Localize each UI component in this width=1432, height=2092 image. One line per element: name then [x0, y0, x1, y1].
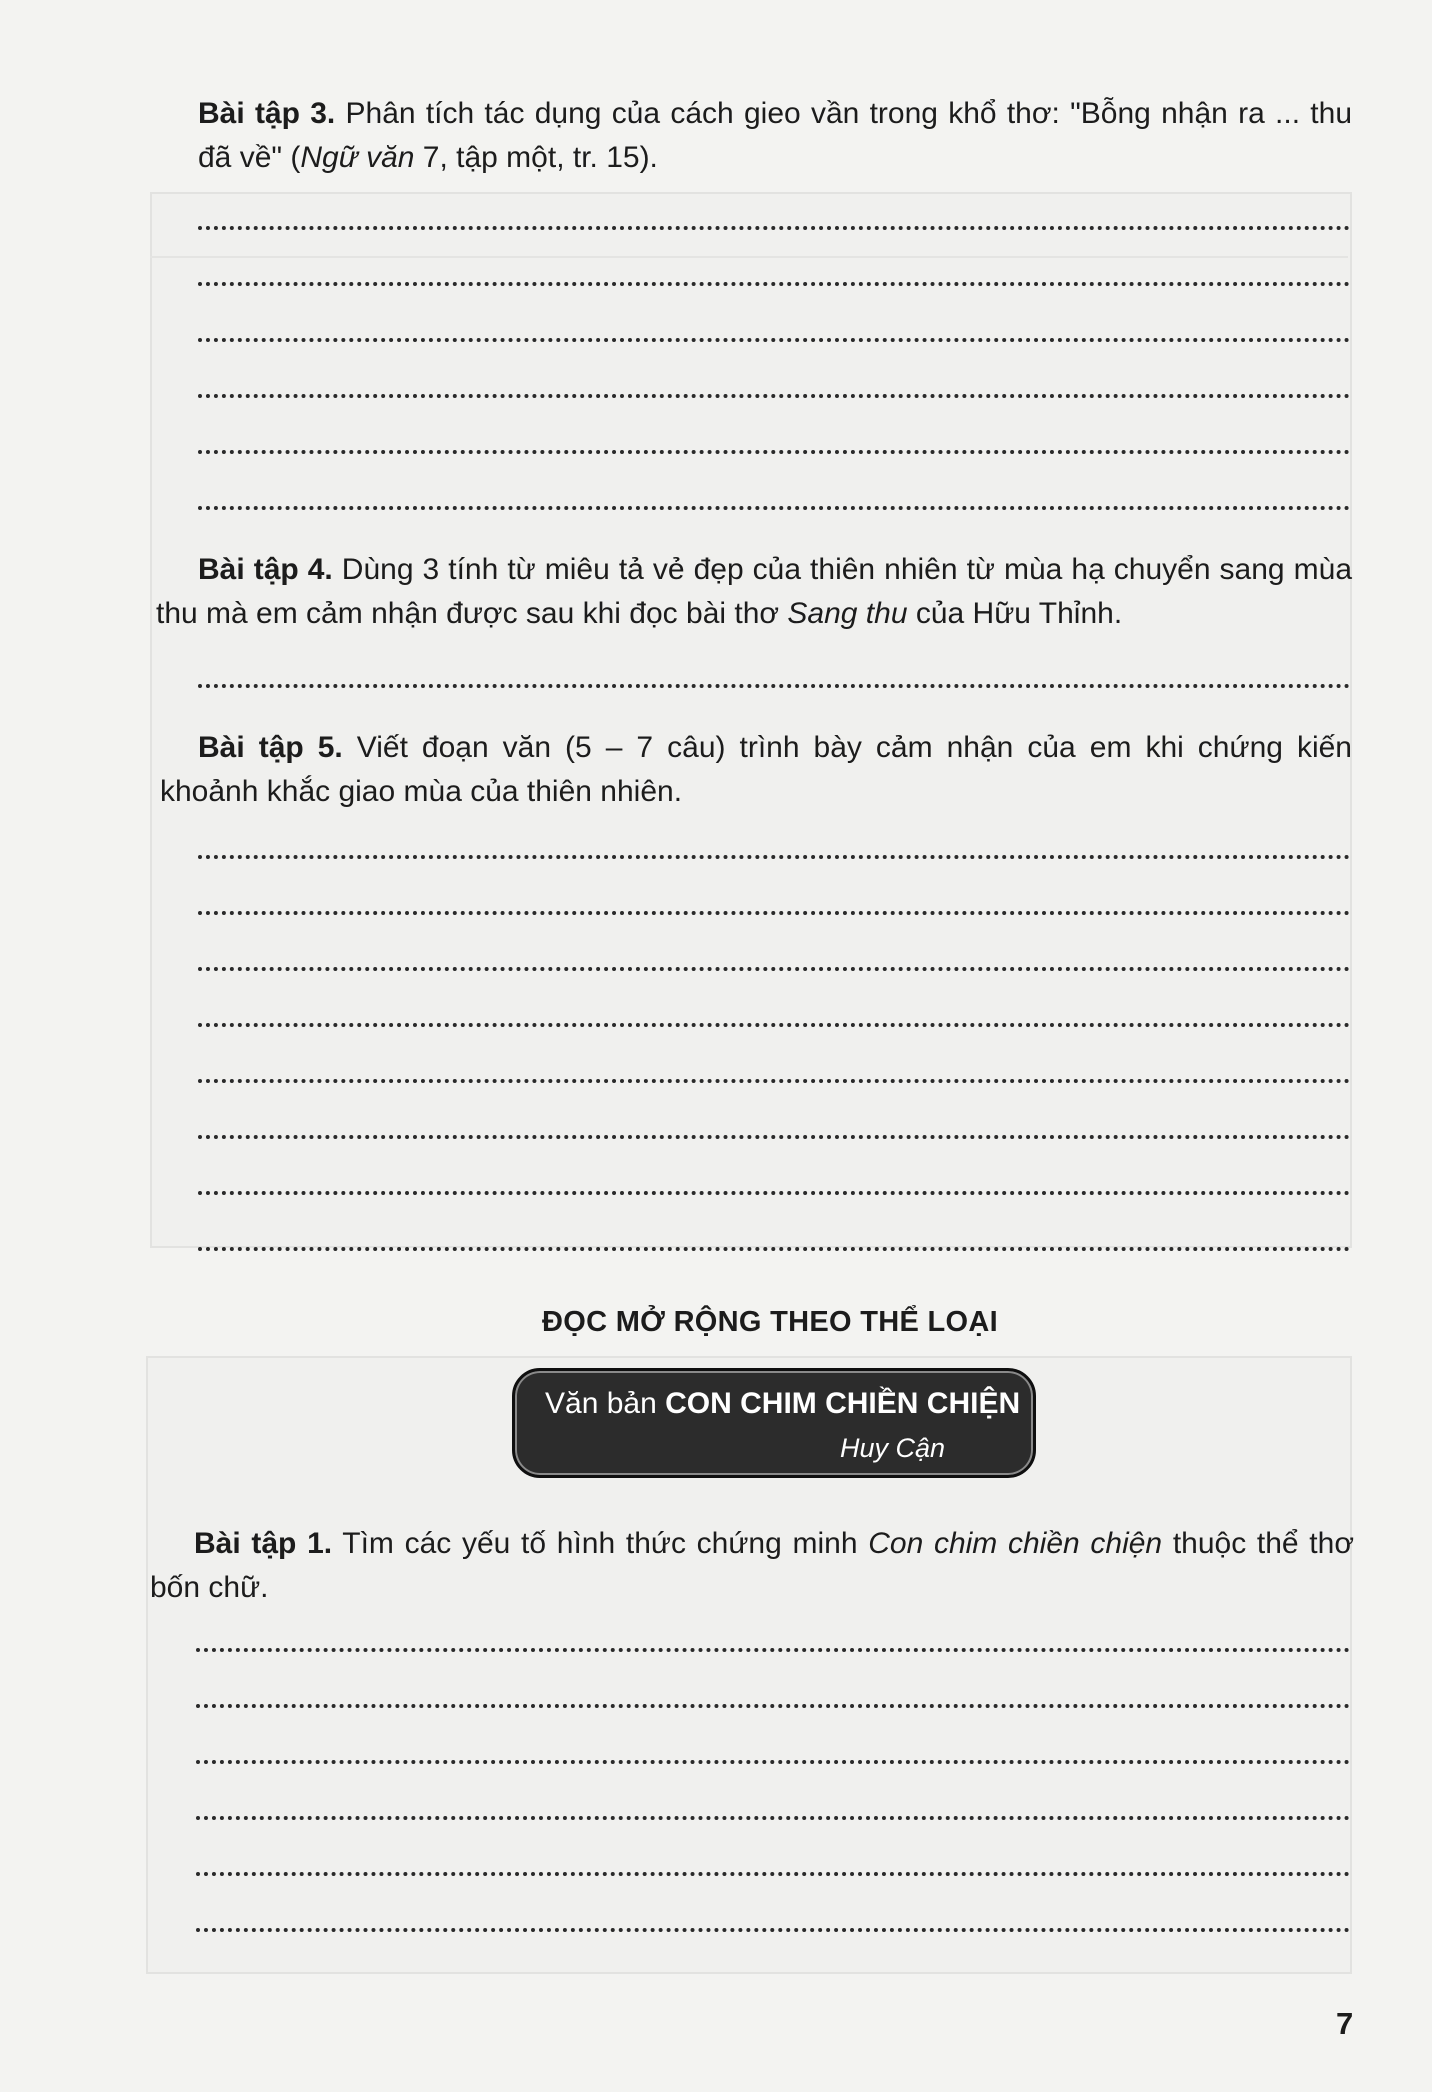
- exercise-1-label: Bài tập 1.: [194, 1527, 333, 1560]
- exercise-1-italic: Con chim chiền chiện: [868, 1527, 1163, 1560]
- answer-line[interactable]: [198, 506, 1350, 510]
- answer-line[interactable]: [196, 1816, 1350, 1820]
- answer-line[interactable]: [196, 1872, 1350, 1876]
- exercise-3-italic: Ngữ văn: [300, 141, 415, 174]
- answer-line[interactable]: [198, 226, 1350, 230]
- text-title: CON CHIM CHIỀN CHIỆN: [665, 1387, 1021, 1420]
- bleed-through-divider: [150, 256, 1348, 258]
- exercise-4-label: Bài tập 4.: [198, 553, 333, 586]
- exercise-3-text-b: 7, tập một, tr. 15).: [414, 141, 658, 174]
- answer-line[interactable]: [198, 967, 1350, 971]
- answer-line[interactable]: [198, 1247, 1350, 1251]
- answer-line[interactable]: [198, 855, 1350, 859]
- exercise-4-text-a: Dùng 3 tính từ miêu tả vẻ đẹp của thiên nhiên từ mùa hạ chuyển sang mùa thu mà em cảm nhận được sau khi đọc bài thơ: [156, 553, 1352, 630]
- exercise-5-label: Bài tập 5.: [198, 731, 343, 764]
- answer-line[interactable]: [196, 1760, 1350, 1764]
- text-author: Huy Cận: [839, 1433, 945, 1463]
- exercise-3-text-a: Phân tích tác dụng của cách gieo vần trong khổ thơ: "Bỗng nhận ra ... thu đã về" (: [198, 97, 1352, 174]
- exercise-4-prompt: [156, 548, 1352, 636]
- answer-line[interactable]: [198, 911, 1350, 915]
- answer-line[interactable]: [196, 1648, 1350, 1652]
- exercise-3-prompt: [198, 92, 1352, 180]
- exercise-4-text-b: của Hữu Thỉnh.: [907, 597, 1123, 630]
- text-title-box: [512, 1368, 1036, 1478]
- bleed-through-table: [150, 192, 1352, 1248]
- answer-line[interactable]: [198, 1023, 1350, 1027]
- answer-line[interactable]: [198, 684, 1350, 688]
- answer-line[interactable]: [198, 1191, 1350, 1195]
- exercise-3-label: Bài tập 3.: [198, 97, 336, 130]
- exercise-1-prompt: [150, 1522, 1354, 1610]
- exercise-1-text-a: Tìm các yếu tố hình thức chứng minh: [332, 1527, 869, 1560]
- exercise-5-text: Viết đoạn văn (5 – 7 câu) trình bày cảm nhận của em khi chứng kiến khoảnh khắc giao mùa của thiên nhiên.: [160, 731, 1352, 808]
- answer-line[interactable]: [198, 1135, 1350, 1139]
- answer-line[interactable]: [198, 338, 1350, 342]
- text-title-line: [545, 1387, 1020, 1421]
- exercise-5-prompt: [160, 726, 1352, 814]
- section-title: ĐỌC MỞ RỘNG THEO THỂ LOẠI: [542, 1306, 998, 1338]
- exercise-4-italic: Sang thu: [787, 597, 908, 630]
- answer-line[interactable]: [196, 1928, 1350, 1932]
- answer-line[interactable]: [196, 1704, 1350, 1708]
- answer-line[interactable]: [198, 1079, 1350, 1083]
- text-prefix: Văn bản: [545, 1387, 666, 1420]
- answer-line[interactable]: [198, 282, 1350, 286]
- answer-line[interactable]: [198, 450, 1350, 454]
- page-number: 7: [1336, 2006, 1354, 2041]
- answer-line[interactable]: [198, 394, 1350, 398]
- exercise-1-text-b: thuộc thể thơ bốn chữ.: [150, 1527, 1354, 1604]
